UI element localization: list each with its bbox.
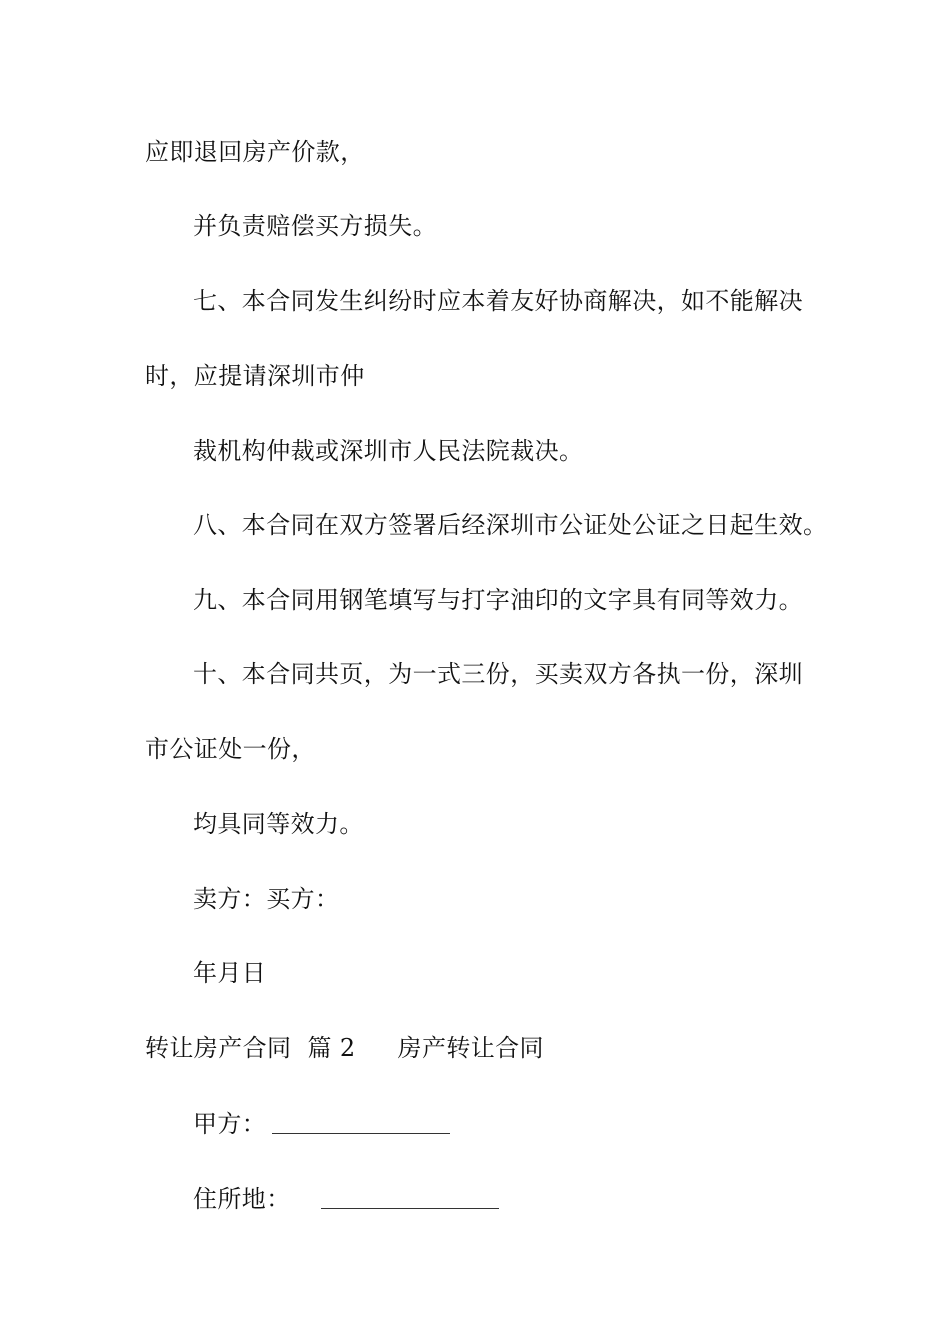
field-party-a xyxy=(193,1108,450,1140)
text-line-2: 并负责赔偿买方损失。 xyxy=(193,212,437,240)
heading-title: 转让房产合同 xyxy=(145,1034,292,1062)
clause-7-line-3: 裁机构仲裁或深圳市人民法院裁决。 xyxy=(193,437,584,465)
date-line: 年月日 xyxy=(193,959,267,987)
section-heading xyxy=(145,1032,544,1064)
clause-10-line-3: 均具同等效力。 xyxy=(193,810,364,838)
clause-9: 九、本合同用钢笔填写与打字油印的文字具有同等效力。 xyxy=(193,586,803,614)
clause-7-line-1: 七、本合同发生纠纷时应本着友好协商解决，如不能解决 xyxy=(193,287,803,315)
clause-10-line-1: 十、本合同共页，为一式三份，买卖双方各执一份，深圳 xyxy=(193,660,803,688)
field-party-a-label: 甲方： xyxy=(193,1110,267,1138)
signature-line: 卖方：买方： xyxy=(193,885,340,913)
clause-8: 八、本合同在双方签署后经深圳市公证处公证之日起生效。 xyxy=(193,511,828,539)
heading-subtitle: 房产转让合同 xyxy=(397,1034,544,1062)
clause-10-line-2: 市公证处一份， xyxy=(145,735,316,763)
field-address xyxy=(193,1183,499,1215)
field-address-label: 住所地： xyxy=(193,1185,291,1213)
text-line-1: 应即退回房产价款， xyxy=(145,138,365,166)
clause-7-line-2: 时，应提请深圳市仲 xyxy=(145,362,365,390)
heading-section: 篇 2 xyxy=(307,1034,356,1062)
field-party-a-blank xyxy=(272,1111,450,1134)
field-address-blank xyxy=(321,1186,499,1209)
